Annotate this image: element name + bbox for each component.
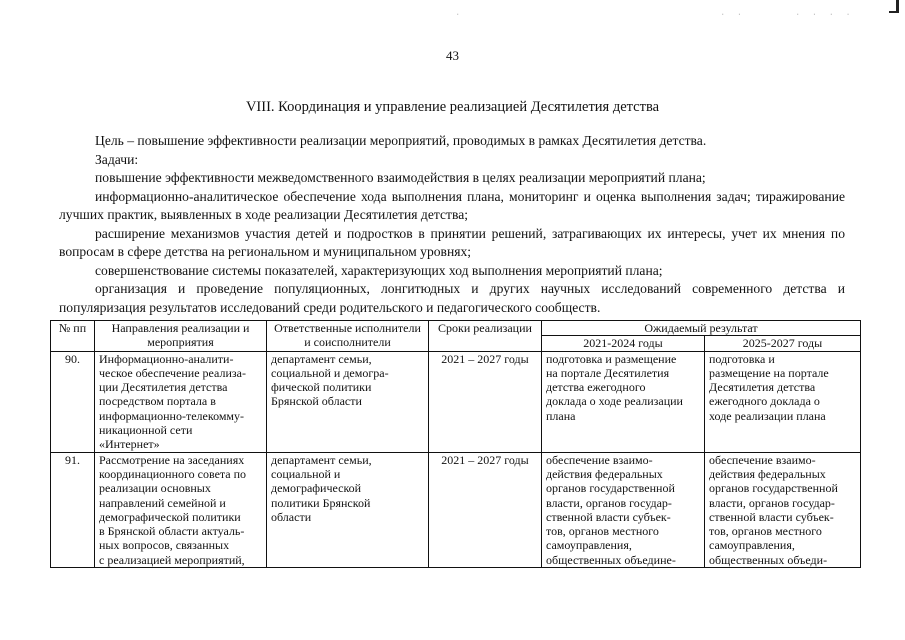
- section-body: [59, 132, 845, 317]
- row-result-2025-2027: обеспечение взаимо- действия федеральных органов государственной власти, органов государ- ственной власти субъек- тов, органов местного самоуправления, общественных объеди-: [705, 452, 861, 567]
- header-period-2025-2027: 2025-2027 годы: [705, 336, 861, 351]
- header-num: № пп: [51, 321, 95, 352]
- row-terms: 2021 – 2027 годы: [429, 452, 542, 567]
- header-expected-result: Ожидаемый результат: [542, 321, 861, 336]
- plan-table: [50, 320, 861, 568]
- paragraph-task: организация и проведение популяционных, лонгитюдных и других научных исследований современного детства и популяризация результатов исследований среди родительского и педагогического сообществ.: [59, 281, 845, 315]
- page-number: 43: [446, 48, 459, 63]
- scan-dots: ·: [455, 10, 464, 20]
- row-direction: Рассмотрение на заседаниях координационного совета по реализации основных направлений семейной и демографической политики в Брянской области актуаль- ных вопросов, связанных с реализацией мероприятий,: [95, 452, 267, 567]
- scan-dots: · ·: [720, 10, 746, 20]
- row-result-2021-2024: обеспечение взаимо- действия федеральных органов государственной власти, органов государ- ственной власти субъек- тов, органов местного самоуправления, общественных объедине-: [542, 452, 705, 567]
- paragraph-goal: Цель – повышение эффективности реализации мероприятий, проводимых в рамках Десятилетия детства.: [95, 133, 707, 148]
- row-executors: департамент семьи, социальной и демографической политики Брянской области: [267, 452, 429, 567]
- scan-mark-top-right-tail: [889, 11, 897, 13]
- scan-dots: · · · ·: [795, 10, 854, 20]
- row-number: 91.: [51, 452, 95, 567]
- row-terms: 2021 – 2027 годы: [429, 351, 542, 452]
- paragraph-tasks-heading: Задачи:: [95, 151, 139, 167]
- paragraph-task: информационно-аналитическое обеспечение хода выполнения плана, мониторинг и оценка выполнения задач; тиражирование лучших практик, выявленных в ходе реализации Десятилетия детства;: [59, 188, 845, 222]
- row-result-2021-2024: подготовка и размещение на портале Десятилетия детства ежегодного доклада о ходе реализации плана: [542, 351, 705, 452]
- table-row: [51, 351, 861, 452]
- paragraph-task: повышение эффективности межведомственного взаимодействия в целях реализации мероприятий плана;: [95, 170, 706, 185]
- paragraph-task: совершенствование системы показателей, характеризующих ход выполнения мероприятий плана;: [95, 262, 663, 278]
- row-executors: департамент семьи, социальной и демогра- фической политики Брянской области: [267, 351, 429, 452]
- row-number: 90.: [51, 351, 95, 452]
- row-direction: Информационно-аналити- ческое обеспечение реализа- ции Десятилетия детства посредством портала в информационно-телекомму- никационной сети «Интернет»: [95, 351, 267, 452]
- header-terms: Сроки реализации: [429, 321, 542, 352]
- section-title: VIII. Координация и управление реализацией Десятилетия детства: [245, 99, 660, 115]
- row-result-2025-2027: подготовка и размещение на портале Десятилетия детства ежегодного доклада о ходе реализации плана: [705, 351, 861, 452]
- header-executors: Ответственные исполнители и соисполнители: [267, 321, 429, 352]
- header-direction: Направления реализации и мероприятия: [95, 321, 267, 352]
- header-period-2021-2024: 2021-2024 годы: [542, 336, 705, 351]
- table-row: [51, 452, 861, 567]
- paragraph-task: расширение механизмов участия детей и подростков в принятии решений, затрагивающих их интересы, учет их мнения по вопросам в сфере детства на региональном и муниципальном уровнях;: [59, 225, 845, 259]
